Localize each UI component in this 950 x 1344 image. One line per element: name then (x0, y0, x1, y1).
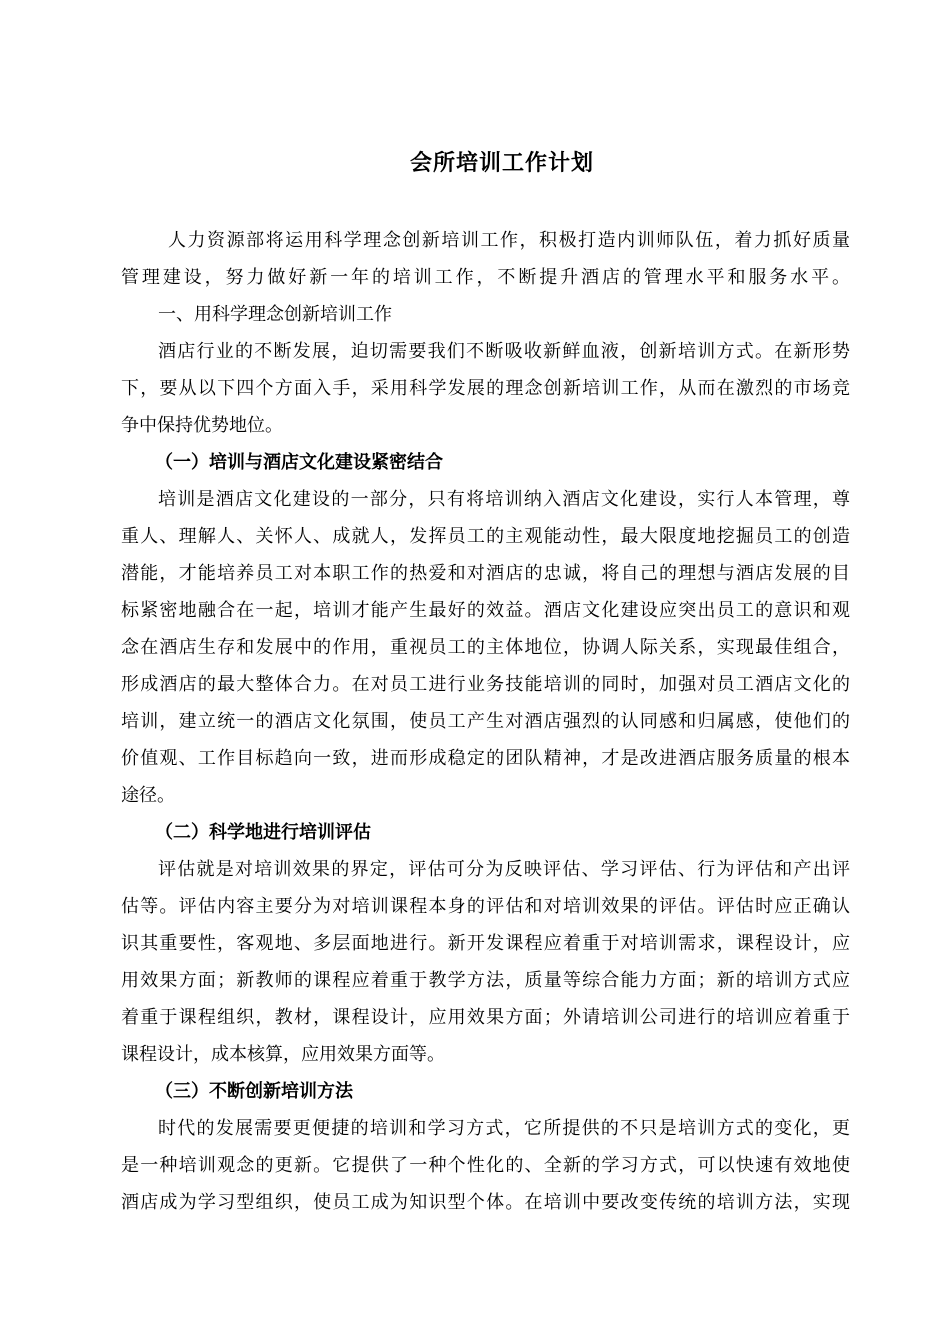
paragraph-line: 途径。 (121, 785, 175, 806)
paragraph-line: 重人、理解人、关怀人、成就人，发挥员工的主观能动性，最大限度地挖掘员工的创造 (121, 526, 850, 547)
paragraph-line: 形成酒店的最大整体合力。在对员工进行业务技能培训的同时，加强对员工酒店文化的 (121, 674, 850, 695)
subsection-heading: （三）不断创新培训方法 (155, 1081, 353, 1102)
paragraph-line: 评估就是对培训效果的界定，评估可分为反映评估、学习评估、行为评估和产出评 (158, 859, 850, 880)
paragraph-line: 价值观、工作目标趋向一致，进而形成稳定的团队精神，才是改进酒店服务质量的根本 (121, 748, 850, 769)
paragraph-line: 酒店成为学习型组织，使员工成为知识型个体。在培训中要改变传统的培训方法，实现 (121, 1192, 850, 1213)
paragraph-line: 人力资源部将运用科学理念创新培训工作，积极打造内训师队伍，着力抓好质量 (168, 230, 850, 251)
paragraph-line: 估等。评估内容主要分为对培训课程本身的评估和对培训效果的评估。评估时应正确认 (121, 896, 850, 917)
paragraph-line: 是一种培训观念的更新。它提供了一种个性化的、全新的学习方式，可以快速有效地使 (121, 1155, 850, 1176)
subsection-heading: （二）科学地进行培训评估 (155, 822, 371, 843)
paragraph-line: 用效果方面；新教师的课程应着重于教学方法，质量等综合能力方面；新的培训方式应 (121, 970, 850, 991)
paragraph-line: 酒店行业的不断发展，迫切需要我们不断吸收新鲜血液，创新培训方式。在新形势 (158, 341, 850, 362)
paragraph-line: 争中保持优势地位。 (121, 415, 283, 436)
section-heading: 一、用科学理念创新培训工作 (158, 304, 392, 325)
document-title: 会所培训工作计划 (409, 150, 594, 176)
paragraph-line: 着重于课程组织，教材，课程设计，应用效果方面；外请培训公司进行的培训应着重于 (121, 1007, 850, 1028)
paragraph-line: 潜能，才能培养员工对本职工作的热爱和对酒店的忠诚，将自己的理想与酒店发展的目 (121, 563, 850, 584)
paragraph-line: 时代的发展需要更便捷的培训和学习方式，它所提供的不只是培训方式的变化，更 (158, 1118, 850, 1139)
paragraph-line: 培训，建立统一的酒店文化氛围，使员工产生对酒店强烈的认同感和归属感，使他们的 (121, 711, 850, 732)
paragraph-line: 念在酒店生存和发展中的作用，重视员工的主体地位，协调人际关系，实现最佳组合， (121, 637, 850, 658)
paragraph-line: 培训是酒店文化建设的一部分，只有将培训纳入酒店文化建设，实行人本管理，尊 (158, 489, 850, 510)
paragraph-line: 课程设计，成本核算，应用效果方面等。 (121, 1044, 445, 1065)
paragraph-line: 识其重要性，客观地、多层面地进行。新开发课程应着重于对培训需求，课程设计，应 (121, 933, 850, 954)
paragraph-line: 标紧密地融合在一起，培训才能产生最好的效益。酒店文化建设应突出员工的意识和观 (121, 600, 850, 621)
paragraph-line: 管理建设，努力做好新一年的培训工作，不断提升酒店的管理水平和服务水平。 (121, 267, 850, 288)
paragraph-line: 下，要从以下四个方面入手，采用科学发展的理念创新培训工作，从而在激烈的市场竞 (121, 378, 850, 399)
subsection-heading: （一）培训与酒店文化建设紧密结合 (155, 452, 443, 473)
